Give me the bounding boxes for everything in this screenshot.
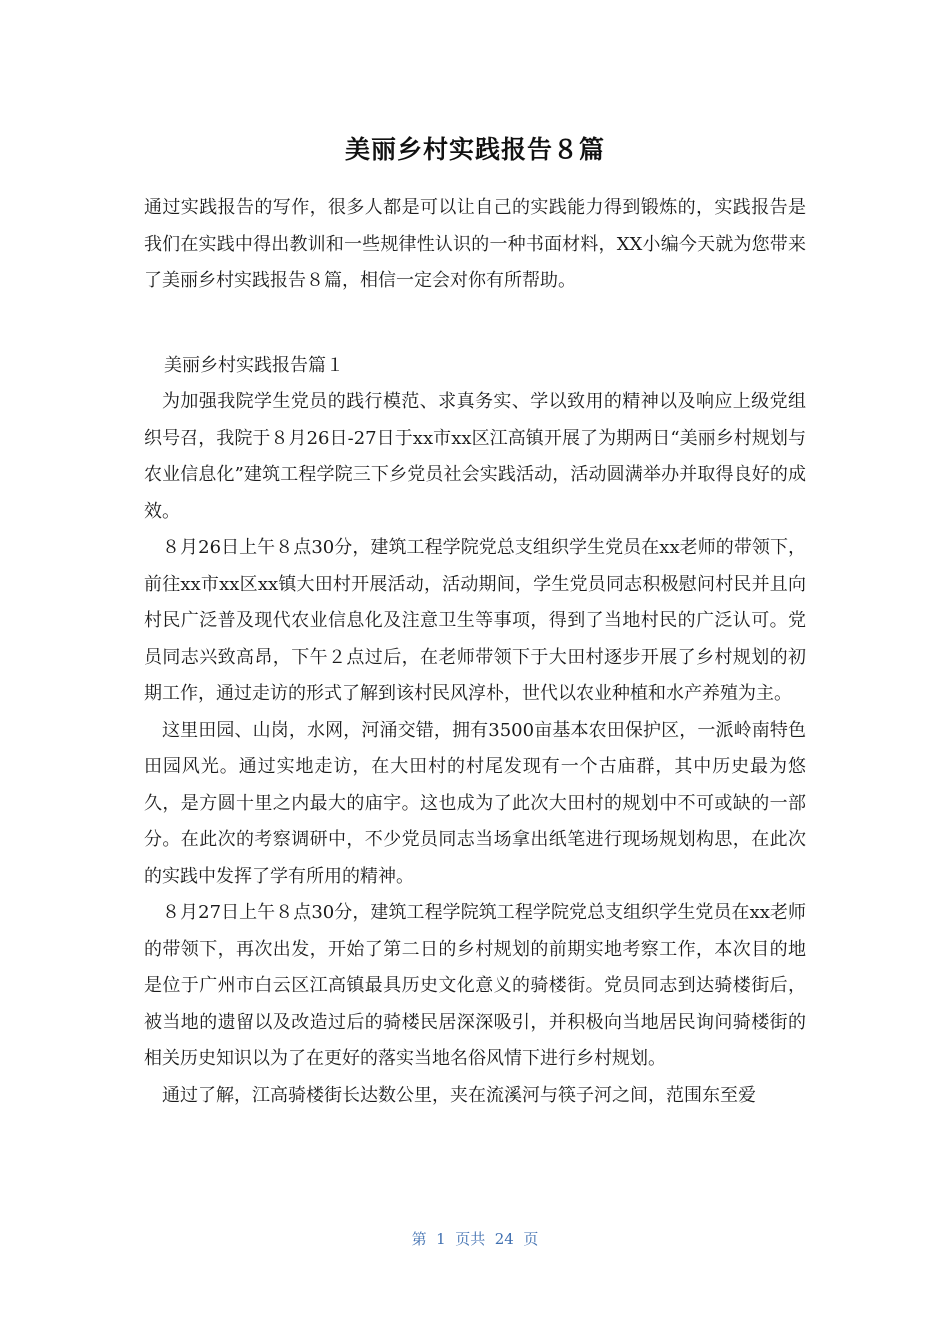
- page-number-footer: 第 1 页共 24 页: [411, 1230, 539, 1248]
- section-heading: 美丽乡村实践报告篇１: [164, 354, 344, 376]
- document-body: [144, 190, 806, 1114]
- document-title: 美丽乡村实践报告８篇: [344, 135, 605, 164]
- body-paragraph: 通过了解，江高骑楼街长达数公里，夹在流溪河与筷子河之间，范围东至爱: [162, 1084, 756, 1106]
- body-paragraph: ８月27日上午８点30分，建筑工程学院筑工程学院党总支组织学生党员在xx老师的带领下，再次出发，开始了第二日的乡村规划的前期实地考察工作，本次目的地是位于广州市白云区江高镇最具历史文化意义的骑楼街。党员同志到达骑楼街后，被当地的遗留以及改造过后的骑楼民居深深吸引，并积极向当地居民询问骑楼街的相关历史知识以为了在更好的落实当地名俗风情下进行乡村规划。: [144, 902, 806, 1069]
- intro-paragraph: 通过实践报告的写作，很多人都是可以让自己的实践能力得到锻炼的，实践报告是我们在实践中得出教训和一些规律性认识的一种书面材料，XX小编今天就为您带来了美丽乡村实践报告８篇，相信一定会对你有所帮助。: [144, 197, 806, 291]
- body-paragraph: ８月26日上午８点30分，建筑工程学院党总支组织学生党员在xx老师的带领下，前往xx市xx区xx镇大田村开展活动，活动期间，学生党员同志积极慰问村民并且向村民广泛普及现代农业信息化及注意卫生等事项，得到了当地村民的广泛认可。党员同志兴致高昂，下午２点过后，在老师带领下于大田村逐步开展了乡村规划的初期工作，通过走访的形式了解到该村民风淳朴，世代以农业种植和水产养殖为主。: [144, 537, 806, 704]
- body-paragraph: 为加强我院学生党员的践行模范、求真务实、学以致用的精神以及响应上级党组织号召，我院于８月26日-27日于xx市xx区江高镇开展了为期两日“美丽乡村规划与农业信息化”建筑工程学院三下乡党员社会实践活动，活动圆满举办并取得良好的成效。: [144, 391, 806, 522]
- body-paragraph: 这里田园、山岗，水网，河涌交错，拥有3500亩基本农田保护区，一派岭南特色田园风光。通过实地走访，在大田村的村尾发现有一个古庙群，其中历史最为悠久，是方圆十里之内最大的庙宇。这也成为了此次大田村的规划中不可或缺的一部分。在此次的考察调研中，不少党员同志当场拿出纸笔进行现场规划构思，在此次的实践中发挥了学有所用的精神。: [144, 719, 806, 887]
